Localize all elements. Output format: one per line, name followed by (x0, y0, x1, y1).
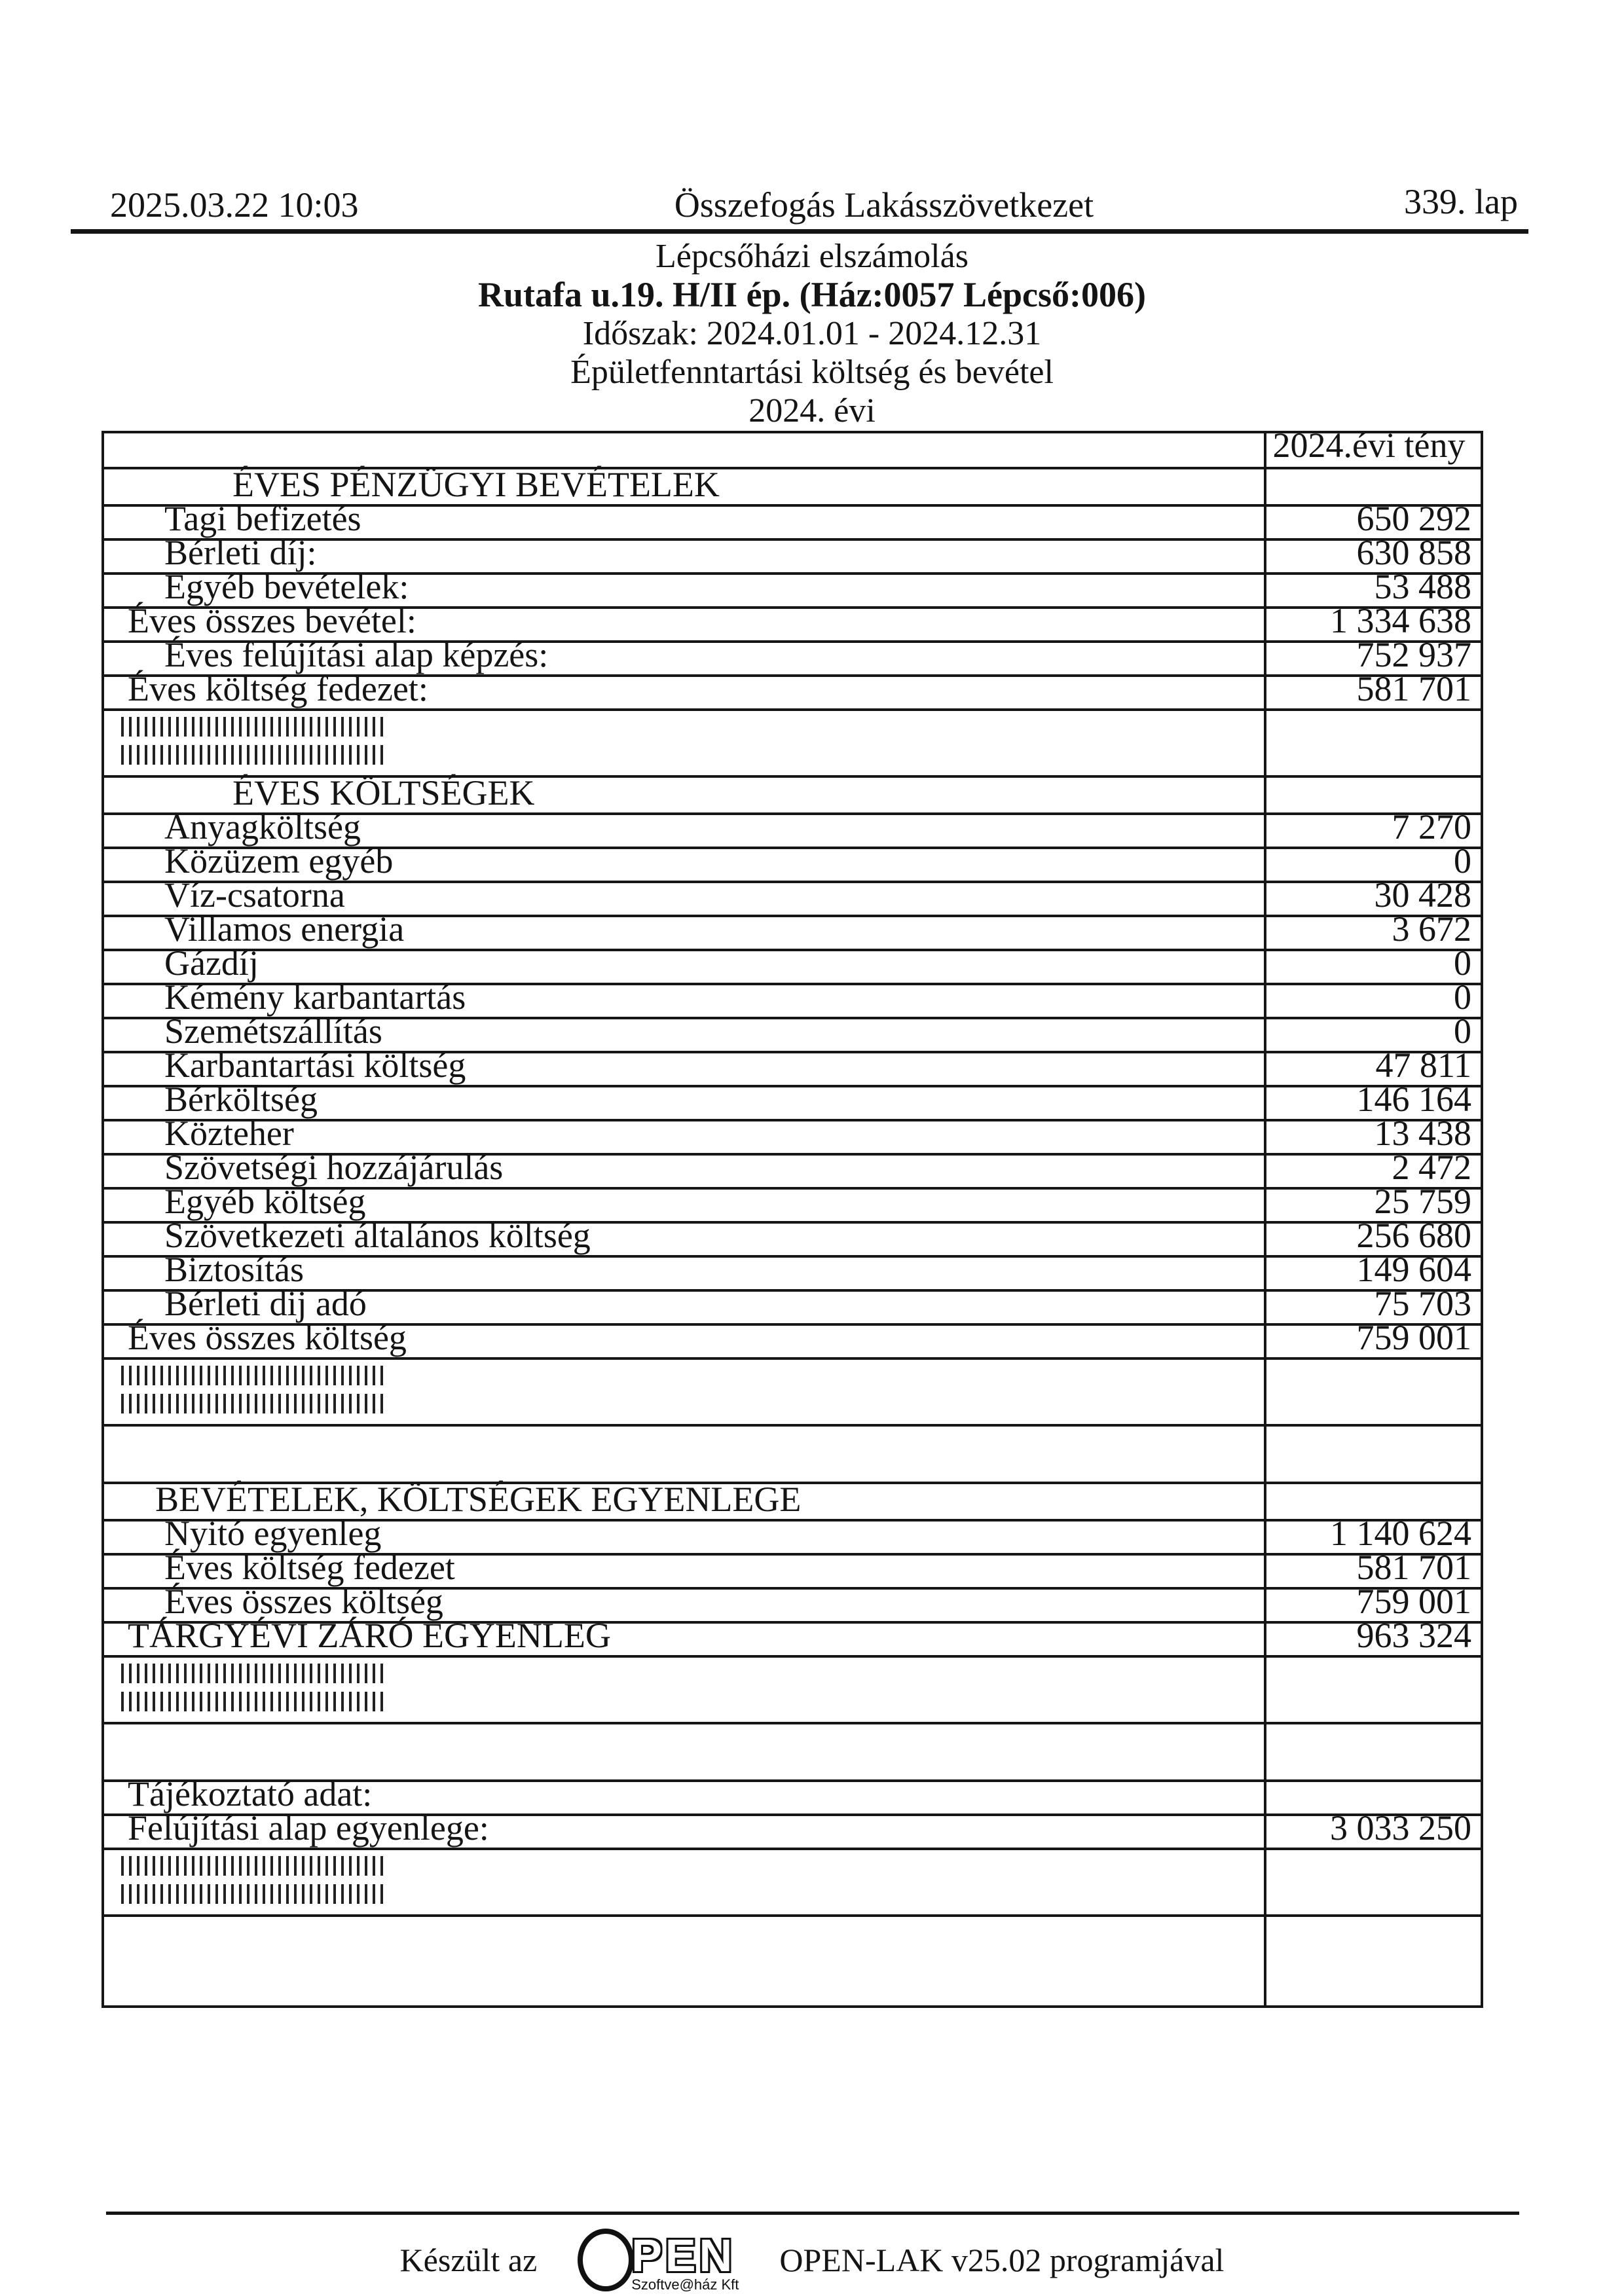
table-blank-row (104, 1427, 1481, 1484)
row-value (1264, 1850, 1481, 1914)
row-value: 0 (1264, 985, 1481, 1017)
row-label: Biztosítás (164, 1250, 304, 1289)
row-value (1264, 711, 1481, 775)
divider-stripes (121, 745, 383, 765)
row-label: Éves összes költség (128, 1318, 407, 1357)
row-value: 30 428 (1264, 883, 1481, 915)
row-label: Anyagköltség (164, 807, 361, 847)
logo-subtext: Szoftve@ház Kft (631, 2276, 739, 2293)
row-label: Szemétszállítás (164, 1011, 382, 1051)
row-value: 759 001 (1264, 1326, 1481, 1357)
row-value (1264, 1724, 1481, 1779)
footer-rule (106, 2212, 1519, 2215)
row-label: Szövetségi hozzájárulás (164, 1148, 504, 1187)
row-label: Bérleti dij adó (164, 1284, 367, 1323)
row-value (1264, 1658, 1481, 1722)
row-label: Éves költség fedezet (164, 1548, 455, 1587)
table-row (104, 1808, 1481, 1850)
table-row (104, 909, 1481, 951)
print-timestamp: 2025.03.22 10:03 (110, 185, 359, 225)
row-value: 13 438 (1264, 1121, 1481, 1153)
row-label: ÉVES PÉNZÜGYI BEVÉTELEK (232, 465, 720, 504)
row-label: Nyitó egyenleg (164, 1514, 382, 1553)
row-value (1264, 1917, 1481, 2005)
footer (0, 2229, 1624, 2291)
row-label: Éves költség fedezet: (128, 669, 428, 708)
page-number-label: 339. lap (1404, 182, 1518, 221)
divider-stripes (121, 717, 383, 737)
row-label (104, 1850, 1264, 1914)
table-stripes-row (104, 1360, 1481, 1427)
row-value: 0 (1264, 849, 1481, 881)
report-subject-title: Épületfenntartási költség és bevétel (570, 354, 1054, 391)
row-label (104, 1427, 1264, 1482)
report-title-block (0, 237, 1624, 430)
row-label: Egyéb bevételek: (164, 567, 409, 606)
row-value: 581 701 (1264, 1556, 1481, 1587)
row-label (104, 1917, 1264, 2005)
row-value: 47 811 (1264, 1053, 1481, 1085)
row-label (104, 1360, 1264, 1424)
row-label: ÉVES KÖLTSÉGEK (232, 773, 535, 812)
row-value: 759 001 (1264, 1590, 1481, 1621)
divider-stripes (121, 1692, 383, 1711)
header-rule (71, 229, 1528, 234)
row-label: BEVÉTELEK, KÖLTSÉGEK EGYENLEGE (155, 1480, 802, 1519)
row-value: 53 488 (1264, 575, 1481, 606)
row-label: Bérköltség (164, 1080, 318, 1119)
row-value (1264, 1427, 1481, 1482)
divider-stripes (121, 1884, 383, 1904)
row-value: 650 292 (1264, 507, 1481, 538)
open-logo (578, 2229, 739, 2291)
table-header-row (104, 426, 1481, 469)
row-value: 7 270 (1264, 815, 1481, 847)
row-label: Felújítási alap egyenlege: (128, 1808, 489, 1848)
row-value: 25 759 (1264, 1190, 1481, 1221)
row-label: Éves felújítási alap képzés: (164, 635, 549, 674)
row-label: Egyéb költség (164, 1182, 366, 1221)
row-label: Közüzem egyéb (164, 841, 394, 881)
organization-name: Összefogás Lakásszövetkezet (674, 185, 1094, 225)
row-label: Éves összes bevétel: (128, 601, 416, 640)
row-value: 581 701 (1264, 677, 1481, 708)
table-stripes-row (104, 1658, 1481, 1724)
table-blank-tall-row (104, 1917, 1481, 2005)
row-label: Karbantartási költség (164, 1046, 466, 1085)
table-header-empty-cell (104, 433, 1264, 467)
divider-stripes (121, 1664, 383, 1683)
table-row (104, 1080, 1481, 1121)
row-value: 752 937 (1264, 643, 1481, 674)
row-value: 1 140 624 (1264, 1522, 1481, 1553)
row-value: 75 703 (1264, 1292, 1481, 1323)
report-table (101, 426, 1483, 2008)
divider-stripes (121, 1394, 383, 1413)
report-table-body (104, 465, 1481, 2005)
divider-stripes (121, 1366, 383, 1385)
row-label: Szövetkezeti általános költség (164, 1216, 591, 1255)
row-value: 256 680 (1264, 1224, 1481, 1255)
logo-o-circle (578, 2229, 634, 2291)
row-label (104, 711, 1264, 775)
row-label (104, 1724, 1264, 1779)
row-label: Tagi befizetés (164, 499, 361, 538)
logo-letters-block (631, 2230, 739, 2293)
row-value: 3 033 250 (1264, 1816, 1481, 1848)
logo-letters: PEN (631, 2230, 736, 2282)
row-value: 149 604 (1264, 1258, 1481, 1289)
report-type-title: Lépcsőházi elszámolás (655, 238, 969, 275)
row-label: Víz-csatorna (164, 875, 345, 915)
row-value: 146 164 (1264, 1087, 1481, 1119)
table-stripes-row (104, 711, 1481, 778)
report-year-title: 2024. évi (748, 392, 876, 429)
row-value: 630 858 (1264, 541, 1481, 572)
footer-made-with-text: Készült az (399, 2242, 538, 2278)
row-label: Villamos energia (164, 909, 405, 949)
row-label: Kémény karbantartás (164, 977, 466, 1017)
table-row (104, 1318, 1481, 1360)
row-label: TÁRGYÉVI ZÁRÓ EGYENLEG (128, 1616, 611, 1655)
footer-program-text: OPEN-LAK v25.02 programjával (779, 2242, 1225, 2278)
row-label: Bérleti díj: (164, 533, 317, 572)
row-value (1264, 1360, 1481, 1424)
building-address-title: Rutafa u.19. H/II ép. (Ház:0057 Lépcső:006) (478, 275, 1146, 314)
row-label: Közteher (164, 1114, 294, 1153)
row-label: Gázdíj (164, 943, 259, 983)
row-label (104, 1658, 1264, 1722)
row-value: 963 324 (1264, 1624, 1481, 1655)
table-row (104, 1616, 1481, 1658)
table-row (104, 1216, 1481, 1258)
table-stripes-row (104, 1850, 1481, 1917)
row-value: 1 334 638 (1264, 609, 1481, 640)
period-title: Időszak: 2024.01.01 - 2024.12.31 (582, 315, 1042, 352)
row-label: Tájékoztató adat: (128, 1774, 373, 1813)
row-value: 0 (1264, 1019, 1481, 1051)
table-row (104, 669, 1481, 711)
row-value: 2 472 (1264, 1156, 1481, 1187)
divider-stripes (121, 1856, 383, 1876)
row-value: 3 672 (1264, 917, 1481, 949)
value-column-header: 2024.évi tény (1264, 433, 1481, 467)
row-value: 0 (1264, 951, 1481, 983)
row-label: Éves összes költség (164, 1582, 443, 1621)
table-blank-row (104, 1724, 1481, 1782)
